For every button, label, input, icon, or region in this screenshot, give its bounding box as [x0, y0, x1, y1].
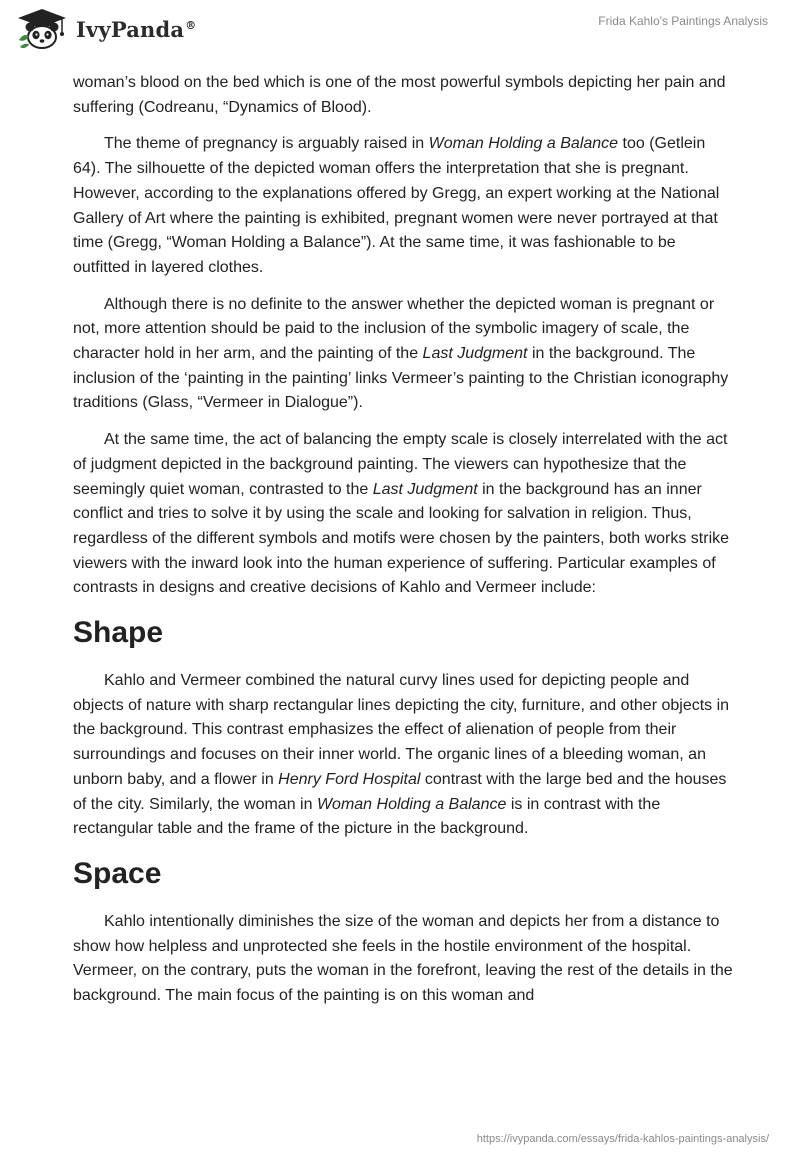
heading-space: Space — [73, 856, 162, 890]
panda-graduation-cap-icon — [14, 6, 70, 50]
title-henry-ford-hospital: Henry Ford Hospital — [278, 770, 421, 788]
source-url-link[interactable]: https://ivypanda.com/essays/frida-kahlos-paintings-analysis/ — [476, 1133, 769, 1145]
registered-mark: ® — [185, 18, 197, 32]
title-woman-holding-a-balance: Woman Holding a Balance — [428, 135, 619, 153]
paragraph-3: Although there is no definite to the answer whether the depicted woman is pregnant or not, more attention should be paid to the inclusion of the symbolic imagery of scale, the character hold in her arm, and the painting of the Last Judgment in the background. The inclusion of the ‘painting in the painting’ links Vermeer’s painting to the Christian iconography traditions (Glass, “Vermeer in Dialogue”). — [73, 295, 729, 412]
title-last-judgment: Last Judgment — [372, 480, 478, 498]
paragraph-2: The theme of pregnancy is arguably raised in Woman Holding a Balance too (Getlein 64). The silhouette of the depicted woman offers the interpretation that she is pregnant. However, according to the explanations offered by Gregg, an expert working at the National Gallery of Art where the painting is exhibited, pregnant women were never portrayed at that time (Gregg, “Woman Holding a Balance”). At the same time, it was fashionable to be outfitted in layered clothes. — [73, 135, 720, 276]
paragraph-6: Kahlo intentionally diminishes the size of the woman and depicts her from a distance to show how helpless and unprotected she feels in the hostile environment of the hospital. Vermeer, on the contrary, puts the woman in the forefront, leaving the rest of the details in the background. The main focus of the painting is on this woman and — [73, 912, 733, 1005]
paragraph-5: Kahlo and Vermeer combined the natural curvy lines used for depicting people and objects of nature with sharp rectangular lines depicting the city, furniture, and other objects in the background. This contrast emphasizes the effect of alienation of people from their surroundings and focuses on their inner world. The organic lines of a bleeding woman, an unborn baby, and a flower in Henry Ford Hospital contrast with the large bed and the houses of the city. Similarly, the woman in Woman Holding a Balance is in contrast with the rectangular table and the frame of the picture in the background. — [73, 672, 730, 838]
paragraph-1: woman’s blood on the bed which is one of the most powerful symbols depicting her pain and suffering (Codreanu, “Dynamics of Blood). — [73, 74, 726, 116]
heading-shape: Shape — [73, 616, 164, 650]
page-header — [0, 0, 800, 64]
document-title: Frida Kahlo's Paintings Analysis — [598, 14, 768, 28]
title-last-judgment: Last Judgment — [422, 345, 528, 363]
essay-body — [73, 71, 733, 1021]
paragraph-4: At the same time, the act of balancing the empty scale is closely interrelated with the act of judgment depicted in the background painting. The viewers can hypothesize that the seemingly quiet woman, contrasted to the Last Judgment in the background has an inner conflict and tries to solve it by using the scale and looking for salvation in religion. Thus, regardless of the different symbols and motifs were chosen by the painters, both works strike viewers with the inward look into the human experience of suffering. Particular examples of contrasts in designs and creative decisions of Kahlo and Vermeer include: — [73, 431, 730, 597]
title-woman-holding-a-balance: Woman Holding a Balance — [316, 795, 507, 813]
ivypanda-logo-link[interactable] — [14, 6, 196, 50]
brand-name: IvyPanda® — [76, 16, 197, 42]
